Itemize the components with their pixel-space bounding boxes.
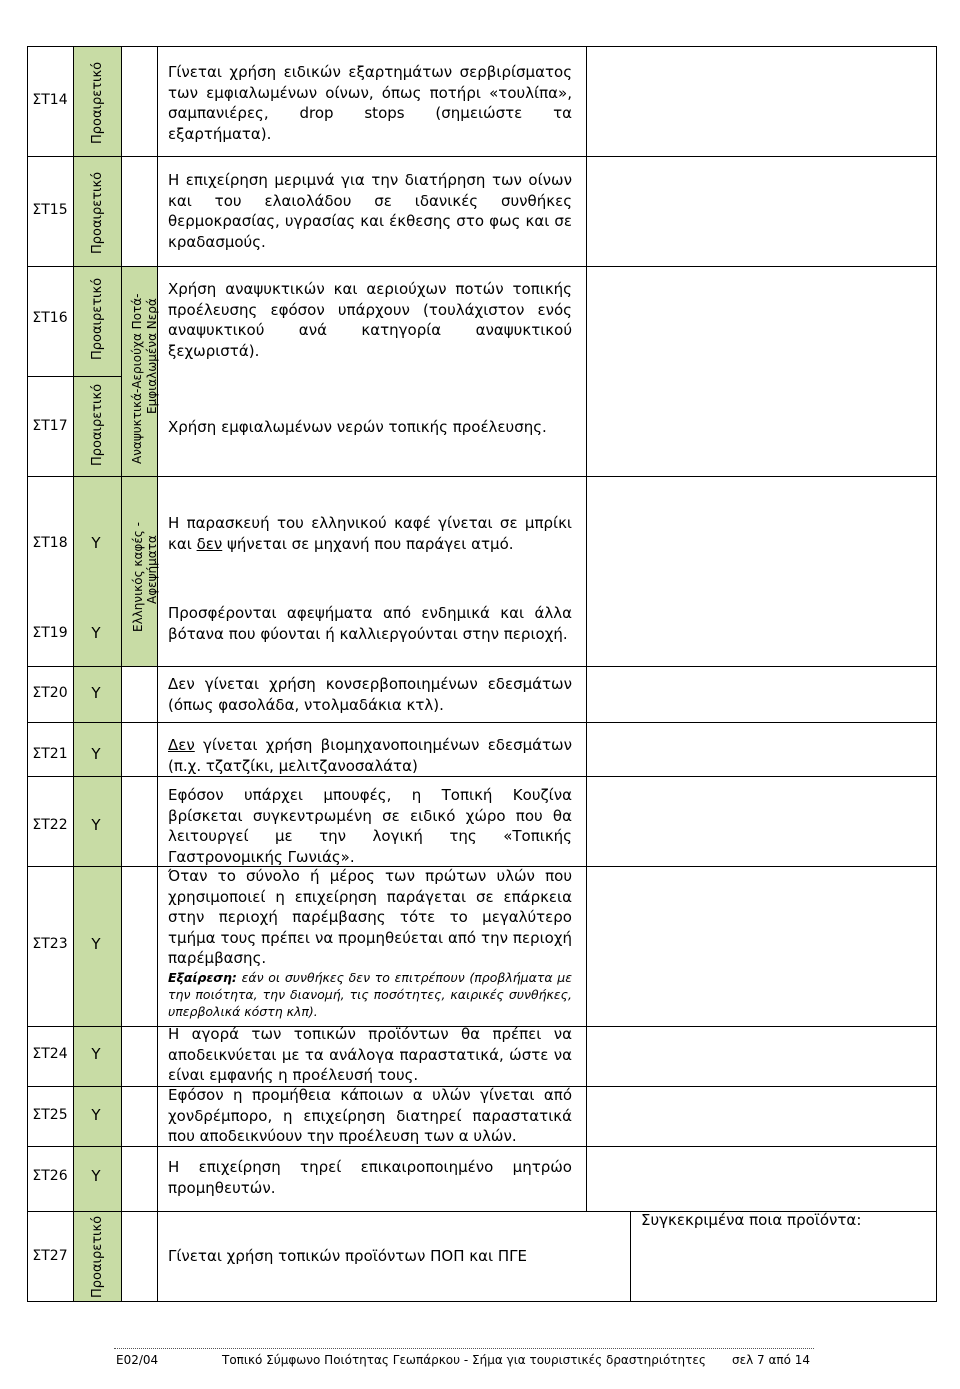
- criterion-text: Προσφέρονται αφεψήματα από ενδημικά και άλλα βότανα που φύονται ή καλλιεργούνται στην περιοχή.: [168, 604, 572, 643]
- row-code: ΣΤ25: [32, 1107, 68, 1123]
- row-code: ΣΤ22: [32, 817, 68, 833]
- criterion-text: Δεν γίνεται χρήση βιομηχανοποιημένων εδεσμάτων (π.χ. τζατζίκι, μελιτζανοσαλάτα): [168, 736, 572, 775]
- footer-doc-code: Ε02/04: [116, 1353, 159, 1367]
- specific-products-label: Συγκεκριμένα ποια προϊόντα:: [641, 1211, 862, 1229]
- status-label: Προαιρετικό: [90, 61, 105, 144]
- status-yes: Υ: [91, 1106, 101, 1124]
- criterion-text: Η αγορά των τοπικών προϊόντων θα πρέπει να αποδεικνύεται με τα ανάλογα παραστατικά, ώστε να είναι εμφανής η προέλευσή τους.: [168, 1025, 572, 1084]
- footer-title: Τοπικό Σύμφωνο Ποιότητας Γεωπάρκου - Σήμα για τουριστικές δραστηριότητες: [222, 1353, 706, 1367]
- status-yes: Υ: [91, 1045, 101, 1063]
- criterion-text: Όταν το σύνολο ή μέρος των πρώτων υλών που χρησιμοποιεί η επιχείρηση παράγεται σε επάρκεια στην περιοχή παρέμβασης τότε το μεγαλύτερο τμήμα τους πρέπει να προμηθεύεται από την περιοχή παρέμβασης. Εξαίρεση: εάν οι συνθήκες δεν το επιτρέπουν (προβλήματα με την ποιότητα, την διανομή, τις ποσότητες, καιρικές συνθήκες, υπερβολικά κόστη κλπ).: [168, 867, 572, 1019]
- exception-note: Εξαίρεση: εάν οι συνθήκες δεν το επιτρέπουν (προβλήματα με την ποιότητα, την διανομή, τις ποσότητες, καιρικές συνθήκες, υπερβολικά κόστη κλπ).: [168, 969, 572, 1019]
- row-code: ΣΤ23: [32, 936, 68, 952]
- criterion-text: Η επιχείρηση τηρεί επικαιροποιημένο μητρώο προμηθευτών.: [168, 1158, 572, 1197]
- row-code: ΣΤ15: [32, 202, 68, 218]
- criterion-text: Εφόσον υπάρχει μπουφές, η Τοπική Κουζίνα βρίσκεται συγκεντρωμένη σε ειδικό χώρο που θα λειτουργεί με την λογική της «Τοπικής Γαστρονομικής Γωνιάς».: [168, 786, 572, 866]
- status-label: Προαιρετικό: [90, 1215, 105, 1298]
- criterion-text: Χρήση αναψυκτικών και αεριούχων ποτών τοπικής προέλευσης εφόσον υπάρχουν (τουλάχιστον ενός αναψυκτικού ανά κατηγορία αναψυκτικού ξεχωριστά).: [168, 280, 572, 360]
- status-yes: Υ: [91, 534, 101, 552]
- row-code: ΣΤ19: [32, 625, 68, 641]
- status-yes: Υ: [91, 935, 101, 953]
- row-code: ΣΤ17: [32, 418, 68, 434]
- status-yes: Υ: [91, 1167, 101, 1185]
- status-yes: Υ: [91, 745, 101, 763]
- footer-divider: [114, 1348, 814, 1349]
- status-yes: Υ: [91, 624, 101, 642]
- row-code: ΣΤ20: [32, 685, 68, 701]
- criterion-text: Η παρασκευή του ελληνικού καφέ γίνεται σε μπρίκι και δεν ψήνεται σε μηχανή που παράγει ατμό.: [168, 514, 572, 553]
- criterion-text: Γίνεται χρήση τοπικών προϊόντων ΠΟΠ και ΠΓΕ: [168, 1247, 527, 1265]
- category-label-coffee: Ελληνικός καφές -: [131, 522, 145, 632]
- criterion-text: Δεν γίνεται χρήση κονσερβοποιημένων εδεσμάτων (όπως φασολάδα, ντολμαδάκια κτλ).: [168, 675, 572, 714]
- row-code: ΣΤ14: [32, 92, 68, 108]
- status-label: Προαιρετικό: [90, 277, 105, 360]
- criterion-text: Γίνεται χρήση ειδικών εξαρτημάτων σερβιρίσματος των εμφιαλωμένων οίνων, όπως ποτήρι «τουλίπα», σαμπανιέρες, drop stops (σημειώστε τα εξαρτήματα).: [168, 63, 572, 143]
- row-code: ΣΤ26: [32, 1168, 68, 1184]
- footer-page-number: σελ 7 από 14: [732, 1353, 811, 1367]
- row-code: ΣΤ18: [32, 535, 68, 551]
- criterion-text: Εφόσον η προμήθεια κάποιων α υλών γίνεται από χονδρέμπορο, η επιχείρηση διατηρεί παραστατικά που αποδεικνύουν την προέλευση των α υλών.: [168, 1086, 572, 1145]
- status-label: Προαιρετικό: [90, 171, 105, 254]
- row-code: ΣΤ27: [32, 1248, 68, 1264]
- category-label-drinks-2: Εμφιαλωμένα Νερά: [145, 298, 159, 414]
- status-yes: Υ: [91, 684, 101, 702]
- row-code: ΣΤ16: [32, 310, 68, 326]
- status-yes: Υ: [91, 816, 101, 834]
- criterion-text: Η επιχείρηση μεριμνά για την διατήρηση των οίνων και του ελαιολάδου σε ιδανικές συνθήκες θερμοκρασίας, υγρασίας και έκθεσης στο φως και σε κραδασμούς.: [168, 171, 572, 251]
- criterion-text: Χρήση εμφιαλωμένων νερών τοπικής προέλευσης.: [168, 418, 547, 436]
- row-code: ΣΤ21: [32, 746, 68, 762]
- row-code: ΣΤ24: [32, 1046, 68, 1062]
- status-label: Προαιρετικό: [90, 383, 105, 466]
- category-label-coffee-2: Αφεψήματα: [145, 535, 159, 604]
- category-label-drinks: Αναψυκτικά-Αεριούχα Ποτά-: [130, 293, 144, 464]
